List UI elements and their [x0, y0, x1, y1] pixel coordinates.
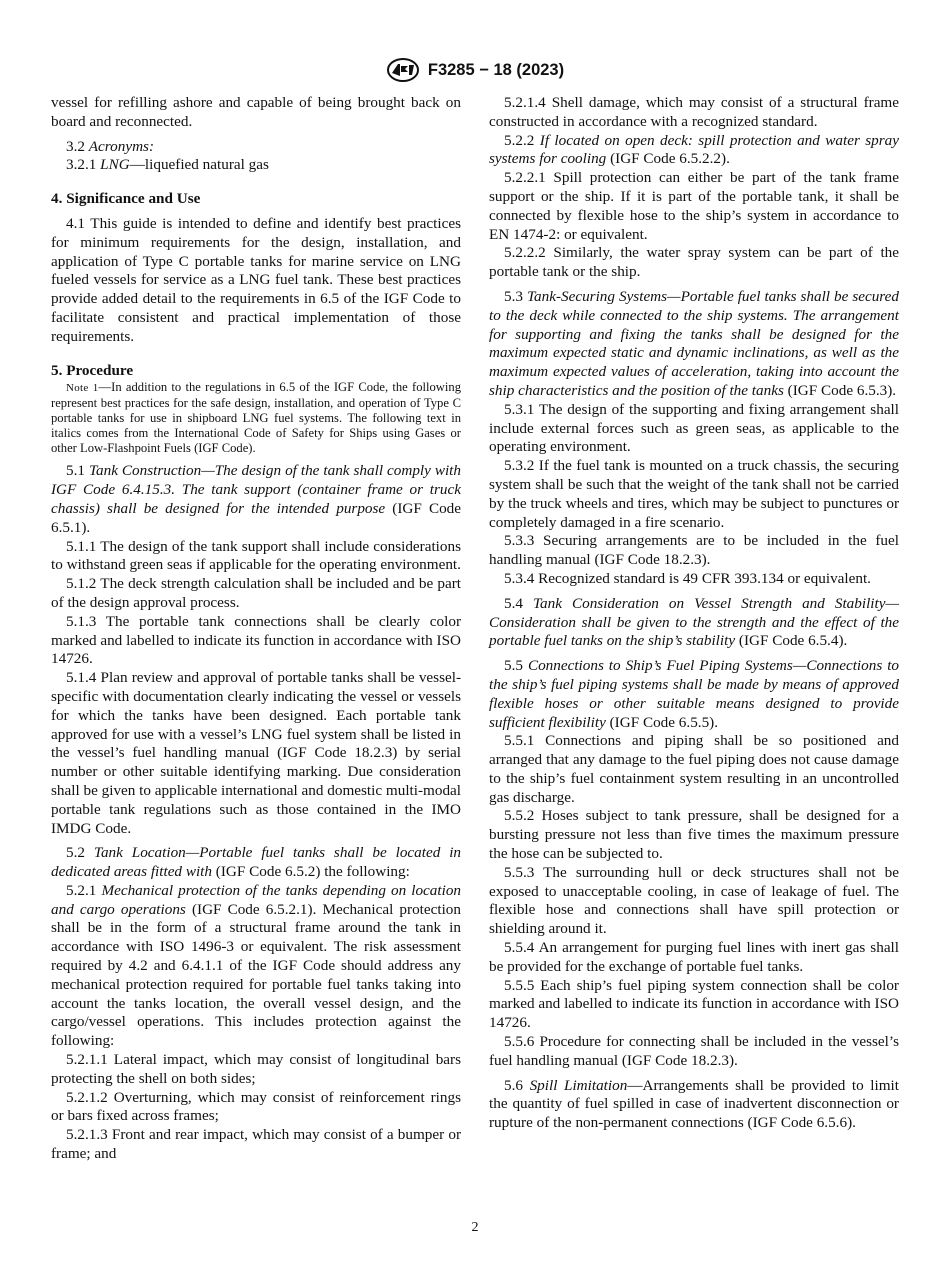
section-5-1-2: 5.1.2 The deck strength calculation shall be included and be part of the design approval process.: [51, 575, 461, 611]
section-5-4: 5.4 Tank Consideration on Vessel Strength and Stability—Consideration shall be given to the strength and the effect of the portable fuel tanks on the ship’s stability (IGF Code 6.5.4).: [489, 594, 899, 650]
section-5-2-2-2: 5.2.2.2 Similarly, the water spray system can be part of the portable tank or the ship.: [489, 244, 899, 281]
section-5-3: 5.3 Tank-Securing Systems—Portable fuel tanks shall be secured to the deck while connected to the ship systems. The arrangement for supporting and fixing the tanks shall be designed for the maximum expected static and dynamic inclinations, as well as the maximum expected values of acceleration, taking into account the ship characteristics and the position of the tanks (IGF Code 6.5.3).: [489, 287, 899, 399]
page-header: [0, 58, 950, 82]
section-5-2-2-1: 5.2.2.1 Spill protection can either be part of the tank frame support or the ship. If it is part of the portable tank, it shall be connected by flexible hose to the ship’s system in accordance to EN 1474-2: or equivalent.: [489, 169, 899, 243]
section-5-2-1-1: 5.2.1.1 Lateral impact, which may consist of longitudinal bars protecting the shell on both sides;: [51, 1051, 461, 1087]
section-4-1: 4.1 This guide is intended to define and identify best practices for minimum requirements for the design, installation, and application of Type C portable tanks for marine service on LNG fueled vessels for service as a LNG fuel tank. These best practices provide added detail to the requirements in 6.5 of the IGF Code to facilitate consistent and practical implementation of those requirements.: [51, 214, 461, 345]
section-5-6: 5.6 Spill Limitation—Arrangements shall be provided to limit the quantity of fuel spilled in case of inadvertent disconnection or rupture of the non-permanent connections (IGF Code 6.5.6).: [489, 1076, 899, 1132]
section-5-1-3: 5.1.3 The portable tank connections shall be clearly color marked and labelled to indicate its function in accordance with ISO 14726.: [51, 612, 461, 668]
standard-designation: F3285 − 18 (2023): [427, 60, 565, 79]
section-5-2-1: 5.2.1 Mechanical protection of the tanks depending on location and cargo operations (IGF Code 6.5.2.1). Mechanical protection shall be in the form of a structural frame around the tank in accordance with ISO 1496-3 or equivalent. The risk assessment required by 4.2 and 6.4.1.1 of the IGF Code should address any mechanical protection required for portable fuel tanks taking into account the tanks location, the overall vessel design, and the cargo/vessel operations. This includes protection against the following:: [51, 881, 462, 1050]
section-5-5-4: 5.5.4 An arrangement for purging fuel lines with inert gas shall be provided for the exchange of portable fuel tanks.: [489, 939, 899, 975]
page-number: 2: [471, 1220, 479, 1235]
section-5-2: 5.2 Tank Location—Portable fuel tanks shall be located in dedicated areas fitted with (IGF Code 6.5.2) the following:: [51, 844, 462, 881]
paragraph: vessel for refilling ashore and capable of being brought back on board and reconnected.: [51, 94, 461, 130]
section-5-3-3: 5.3.3 Securing arrangements are to be included in the fuel handling manual (IGF Code 18.2.3).: [489, 532, 899, 569]
section-5-2-2: 5.2.2 If located on open deck: spill protection and water spray systems for cooling (IGF Code 6.5.2.2).: [489, 131, 899, 168]
section-5-5-3: 5.5.3 The surrounding hull or deck structures shall not be exposed to unacceptable cooling, in case of leakage of fuel. The flexible hose and connections shall have spill protection or shielding around it.: [489, 863, 899, 938]
section-5-2-1-4: 5.2.1.4 Shell damage, which may consist of a structural frame constructed in accordance with a recognized standard.: [489, 94, 899, 130]
section-5-1-4: 5.1.4 Plan review and approval of portable tanks shall be vessel-specific with documentation clearly indicating the vessel or vessels for which the tanks have been designed. Each portable tank approved for use with a vessel’s LNG fuel system shall be listed in the vessel’s fuel handling manual (IGF Code 18.2.3) by serial number or other suitable identifying marking. Due consideration shall be given to applicable international and domestic multi-modal portable tank regulations such as those contained in the IMO IMDG Code.: [51, 669, 461, 837]
section-5-5-6: 5.5.6 Procedure for connecting shall be included in the vessel’s fuel handling manual (IGF Code 18.2.3).: [489, 1033, 899, 1069]
section-5-3-2: 5.3.2 If the fuel tank is mounted on a truck chassis, the securing system shall be such that the weight of the tank shall not be carried by the truck wheels and tires, which may be subject to punctures or completely damaged in a fire scenario.: [489, 457, 899, 531]
section-5-5-1: 5.5.1 Connections and piping shall be so positioned and arranged that any damage to the fuel piping does not cause damage to the ship’s fuel containment system resulting in an uncontrolled gas discharge.: [489, 732, 899, 806]
section-3-2-1: 3.2.1 LNG—liquefied natural gas: [66, 156, 269, 174]
section-5-3-4: 5.3.4 Recognized standard is 49 CFR 393.134 or equivalent.: [504, 569, 871, 587]
section-5-5: 5.5 Connections to Ship’s Fuel Piping Systems—Connections to the ship’s fuel piping systems shall be made by means of approved flexible hoses or other suitable means designed to provide sufficient flexibility (IGF Code 6.5.5).: [489, 657, 900, 731]
note-1: Note 1—In addition to the regulations in 6.5 of the IGF Code, the following represent best practices for the safe design, installation, and operation of Type C portable tanks for use in shipboard LNG fuel systems. The following text in italics comes from the International Code of Safety for Ships using Gases or other Low-Flashpoint Fuels (IGF Code).: [51, 380, 461, 456]
right-column: [489, 94, 899, 1133]
section-5-5-5: 5.5.5 Each ship’s fuel piping system connection shall be color marked and labelled to indicate its function in accordance with ISO 14726.: [489, 976, 899, 1032]
section-5-2-1-2: 5.2.1.2 Overturning, which may consist of reinforcement rings or bars fixed across frames;: [51, 1088, 461, 1125]
section-5-1-1: 5.1.1 The design of the tank support shall include considerations to withstand green seas if applicable for the operating environment.: [51, 537, 461, 574]
section-3-2: 3.2 Acronyms:: [66, 137, 155, 155]
heading-5: 5. Procedure: [51, 361, 134, 379]
section-5-1: 5.1 Tank Construction—The design of the tank shall comply with IGF Code 6.4.15.3. The tank support (container frame or truck chassis) shall be designed for the intended purpose (IGF Code 6.5.1).: [51, 462, 462, 536]
section-5-3-1: 5.3.1 The design of the supporting and fixing arrangement shall include external forces such as green seas, as applicable to the operating environment.: [489, 400, 899, 456]
astm-logo-icon: [386, 57, 420, 83]
heading-4: 4. Significance and Use: [51, 190, 201, 208]
section-5-2-1-3: 5.2.1.3 Front and rear impact, which may consist of a bumper or frame; and: [51, 1126, 461, 1163]
left-column: [51, 94, 461, 1164]
section-5-5-2: 5.5.2 Hoses subject to tank pressure, shall be designed for a bursting pressure not less than five times the maximum pressure the hose can be subjected to.: [489, 807, 899, 863]
